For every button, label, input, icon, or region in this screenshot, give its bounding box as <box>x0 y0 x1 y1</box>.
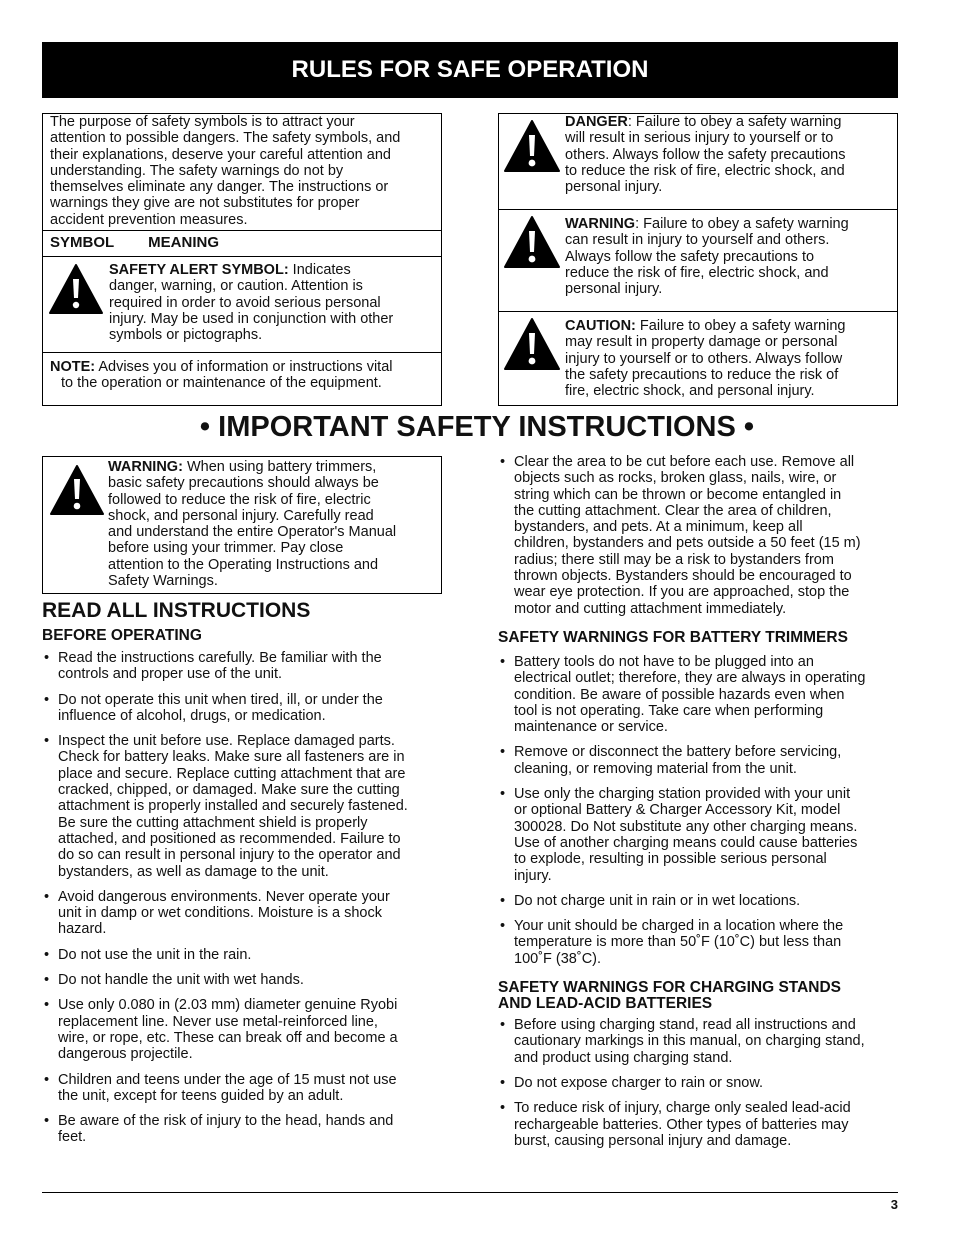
caution-line: Failure to obey a safety warning <box>635 318 846 334</box>
list-item-line: and product using charging stand. <box>514 1049 733 1066</box>
battery-warnings-list <box>498 654 898 967</box>
safety-alert-text <box>109 262 437 343</box>
right-column <box>498 454 898 1149</box>
danger-label: DANGER <box>565 114 628 130</box>
list-item-line: feet. <box>58 1129 87 1146</box>
danger-line: others. Always follow the safety precautions <box>565 146 846 163</box>
list-item-line: • Read the instructions carefully. Be familiar with the <box>58 650 382 666</box>
meaning-column-header: MEANING <box>148 234 220 252</box>
list-item-line: • Battery tools do not have to be plugged into an <box>514 653 814 670</box>
heading-line: AND LEAD-ACID BATTERIES <box>498 994 713 1012</box>
intro-line: understanding. The safety warnings do not by <box>50 162 344 179</box>
alert-line: Indicates <box>288 262 351 278</box>
list-item <box>498 1017 898 1066</box>
list-item-line: children, bystanders and pets outside a 50 feet (15 m) <box>514 535 861 552</box>
note-label: NOTE: <box>50 359 96 375</box>
caution-line: fire, electric shock, and personal injury. <box>565 383 815 400</box>
intro-line: warnings they give are not substitutes for proper <box>50 195 360 212</box>
danger-triangle-icon <box>502 118 562 174</box>
list-item-line: • Clear the area to be cut before each use. Remove all <box>514 454 855 470</box>
warning-line: Always follow the safety precautions to <box>565 248 815 265</box>
list-item-line: • Your unit should be charged in a location where the <box>514 918 844 935</box>
alert-line: symbols or pictographs. <box>109 327 263 344</box>
danger-cell <box>499 114 897 210</box>
list-item <box>42 692 442 725</box>
battery-trimmers-heading: SAFETY WARNINGS FOR BATTERY TRIMMERS <box>498 628 848 646</box>
list-item-line: • Do not charge unit in rain or in wet locations. <box>514 892 801 909</box>
list-item-line: injury. <box>514 867 552 884</box>
danger-line: will result in serious injury to yourself or to <box>565 130 834 147</box>
warning-line: Safety Warnings. <box>108 573 218 590</box>
list-item-line: temperature is more than 50˚F (10˚C) but less than <box>514 934 842 951</box>
warning-cell <box>499 210 897 312</box>
before-operating-list <box>42 650 442 1146</box>
warning-line: basic safety precautions should always be <box>108 475 379 492</box>
warning-triangle-icon <box>48 463 106 517</box>
list-item-line: cracked, chipped, or damaged. Make sure the cutting <box>58 782 400 799</box>
list-item <box>498 654 898 735</box>
list-item-line: the unit, except for teens guided by an adult. <box>58 1087 344 1104</box>
warning-sep: : <box>635 216 640 232</box>
caution-line: the safety precautions to reduce the risk of <box>565 366 839 383</box>
list-item-line: Be sure the cutting attachment shield is properly <box>58 814 368 831</box>
list-item <box>42 947 442 963</box>
caution-triangle-icon <box>502 316 562 372</box>
intro-line: attention to possible dangers. The safety symbols, and <box>50 130 401 147</box>
page-title: • IMPORTANT SAFETY INSTRUCTIONS • <box>199 411 755 443</box>
warning-line: personal injury. <box>565 281 663 298</box>
caution-label: CAUTION: <box>565 318 636 334</box>
list-item <box>42 997 442 1062</box>
list-item-line: condition. Be aware of possible hazards even when <box>514 686 845 703</box>
warning-line: attention to the Operating Instructions and <box>108 556 379 573</box>
warning-text <box>565 216 893 297</box>
signal-words-box <box>498 113 898 406</box>
section-title: RULES FOR SAFE OPERATION <box>291 56 649 83</box>
list-item-line: radius; there still may be a risk to bystanders from <box>514 551 834 568</box>
page-number: 3 <box>890 1197 898 1212</box>
caution-line: may result in property damage or personal <box>565 334 838 351</box>
intro-line: themselves eliminate any danger. The instructions or <box>50 179 389 196</box>
safety-alert-row <box>43 257 441 353</box>
footer-rule <box>42 1192 898 1193</box>
list-item <box>498 893 898 909</box>
before-operating-heading: BEFORE OPERATING <box>42 627 202 644</box>
intro-line: The purpose of safety symbols is to attract your <box>50 114 355 130</box>
danger-line: Failure to obey a safety warning <box>631 114 842 130</box>
list-item-line: • Remove or disconnect the battery before servicing, <box>514 744 842 761</box>
list-item-line: Check for battery leaks. Make sure all fasteners are in <box>58 749 405 766</box>
symbol-meaning-header <box>43 230 441 257</box>
list-item <box>498 744 898 777</box>
list-item-line: controls and proper use of the unit. <box>58 666 283 683</box>
list-item-line: dangerous projectile. <box>58 1046 193 1063</box>
list-item-line: • Do not handle the unit with wet hands. <box>58 972 304 989</box>
list-item-line: string which can be thrown or become entangled in <box>514 486 842 503</box>
list-item <box>498 454 898 617</box>
list-item-line: motor and cutting attachment immediately. <box>514 600 787 617</box>
list-item <box>42 650 442 683</box>
list-item-line: wire, or rope, etc. These can break off and become a <box>58 1029 398 1046</box>
list-item-line: replacement line. Never use metal-reinforced line, <box>58 1013 378 1030</box>
list-item-line: • Do not expose charger to rain or snow. <box>514 1074 764 1091</box>
list-item <box>498 918 898 967</box>
list-item <box>42 889 442 938</box>
warning-line: When using battery trimmers, <box>182 459 377 475</box>
caution-cell <box>499 312 897 405</box>
list-item-line: bystanders, as well as damage to the unit. <box>58 863 329 880</box>
list-item-line: • Use only 0.080 in (2.03 mm) diameter genuine Ryobi <box>58 997 398 1014</box>
list-item-line: maintenance or service. <box>514 719 668 736</box>
note-line: Advises you of information or instructions vital <box>95 359 393 375</box>
list-item-line: tool is not operating. Take care when performing <box>514 702 824 719</box>
list-item-line: electrical outlet; therefore, they are always in operating <box>514 670 866 687</box>
list-item-line: place and secure. Replace cutting attachment that are <box>58 765 406 782</box>
warning-label: WARNING <box>565 216 636 232</box>
safety-symbols-box <box>42 113 442 406</box>
list-item-line: thrown objects. Bystanders should be encouraged to <box>514 568 852 585</box>
list-item-line: wear eye protection. If you are approached, stop the <box>514 584 850 601</box>
list-item-line: • Inspect the unit before use. Replace damaged parts. <box>58 733 395 750</box>
list-item <box>42 733 442 880</box>
warning-line: before using your trimmer. Pay close <box>108 540 344 557</box>
list-item-line: attachment is properly installed and securely fastened. <box>58 798 408 815</box>
list-item-line: attached, and positioned as recommended. Failure to <box>58 830 401 847</box>
list-item-line: burst, causing personal injury and damage. <box>514 1132 792 1149</box>
list-item-line: influence of alcohol, drugs, or medication. <box>58 707 326 724</box>
note-row <box>43 353 441 392</box>
list-item-line: • Be aware of the risk of injury to the head, hands and <box>58 1113 394 1130</box>
clear-area-list <box>498 454 898 617</box>
list-item-line: • Do not operate this unit when tired, ill, or under the <box>58 691 383 708</box>
alert-label: SAFETY ALERT SYMBOL: <box>109 262 289 278</box>
danger-line: to reduce the risk of fire, electric shock, and <box>565 162 845 179</box>
warning-line: Failure to obey a safety warning <box>639 216 849 232</box>
list-item-line: • Before using charging stand, read all instructions and <box>514 1017 856 1034</box>
list-item-line: cleaning, or removing material from the unit. <box>514 760 797 777</box>
list-item-line: cautionary markings in this manual, on charging stand, <box>514 1033 865 1050</box>
warning-line: and understand the entire Operator's Manual <box>108 524 397 541</box>
warning-triangle-icon <box>502 214 562 270</box>
charging-stands-list <box>498 1017 898 1149</box>
caution-text <box>565 318 893 399</box>
list-item-line: • To reduce risk of injury, charge only sealed lead-acid <box>514 1100 851 1117</box>
symbol-column-header: SYMBOL <box>50 234 115 252</box>
danger-sep: : <box>627 114 632 130</box>
battery-warning-box <box>42 456 442 594</box>
list-item-line: the cutting attachment. Clear the area of children, <box>514 502 832 519</box>
warning-label: WARNING: <box>108 459 183 475</box>
list-item-line: Use of another charging means could cause batteries <box>514 834 858 851</box>
danger-text <box>565 114 893 195</box>
warning-line: reduce the risk of fire, electric shock, and <box>565 264 829 281</box>
warning-triangle-icon <box>48 263 104 315</box>
caution-line: injury to yourself or to others. Always follow <box>565 350 843 367</box>
note-line: to the operation or maintenance of the equipment. <box>61 375 382 392</box>
warning-line: followed to reduce the risk of fire, electric <box>108 491 371 508</box>
intro-line: their explanations, deserve your careful attention and <box>50 146 391 163</box>
list-item-line: • Children and teens under the age of 15 must not use <box>58 1071 397 1088</box>
list-item-line: to explode, resulting in possible serious personal <box>514 851 827 868</box>
left-column <box>42 598 442 1146</box>
list-item <box>498 1100 898 1149</box>
list-item-line: • Use only the charging station provided with your unit <box>514 786 851 803</box>
charging-stands-heading <box>498 980 898 1011</box>
list-item <box>42 1113 442 1146</box>
list-item-line: hazard. <box>58 921 107 938</box>
battery-warning-text <box>108 459 438 589</box>
alert-line: required in order to avoid serious personal <box>109 294 381 311</box>
list-item-line: unit in damp or wet conditions. Moisture is a shock <box>58 905 382 922</box>
list-item-line: or optional Battery & Charger Accessory Kit, model <box>514 802 841 819</box>
list-item-line: rechargeable batteries. Other types of batteries may <box>514 1116 849 1133</box>
alert-line: danger, warning, or caution. Attention is <box>109 278 363 295</box>
heading-line: SAFETY WARNINGS FOR CHARGING STANDS <box>498 979 842 997</box>
list-item <box>498 1075 898 1091</box>
list-item <box>42 1072 442 1105</box>
intro-line: accident prevention measures. <box>50 211 248 228</box>
warning-line: can result in injury to yourself and others. <box>565 232 830 249</box>
list-item-line: • Do not use the unit in the rain. <box>58 946 252 963</box>
section-banner <box>42 42 898 98</box>
list-item-line: bystanders, and pets. At a minimum, keep all <box>514 519 803 536</box>
list-item-line: • Avoid dangerous environments. Never operate your <box>58 888 390 905</box>
list-item-line: 100˚F (38˚C). <box>514 950 602 967</box>
read-all-heading: READ ALL INSTRUCTIONS <box>42 599 311 622</box>
danger-line: personal injury. <box>565 179 663 196</box>
list-item <box>42 972 442 988</box>
list-item-line: 300028. Do Not substitute any other charging means. <box>514 818 858 835</box>
list-item <box>498 786 898 884</box>
symbols-intro <box>43 114 441 230</box>
list-item-line: do so can result in personal injury to the operator and <box>58 847 401 864</box>
warning-line: shock, and personal injury. Carefully read <box>108 507 374 524</box>
list-item-line: objects such as rocks, broken glass, nails, wire, or <box>514 470 837 487</box>
alert-line: injury. May be used in conjunction with other <box>109 310 394 327</box>
